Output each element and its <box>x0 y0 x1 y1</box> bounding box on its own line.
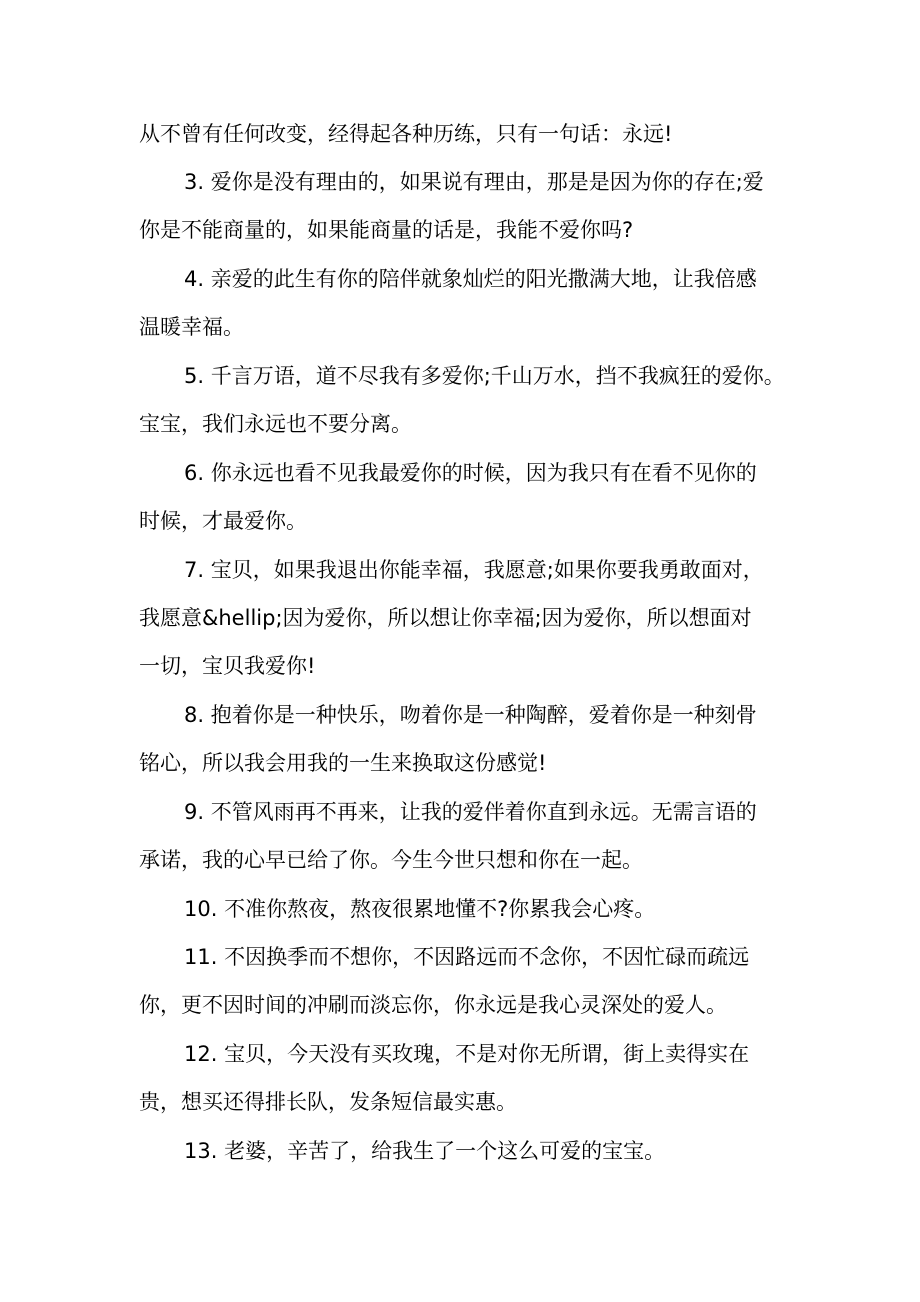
text-line: 宝宝，我们永远也不要分离。 <box>139 412 412 436</box>
text-line: 7. 宝贝，如果我退出你能幸福，我愿意;如果你要我勇敢面对， <box>184 558 764 582</box>
text-line: 一切，宝贝我爱你! <box>139 654 316 678</box>
text-line: 铭心，所以我会用我的一生来换取这份感觉! <box>139 751 547 775</box>
text-line: 11. 不因换季而不想你，不因路远而不念你，不因忙碌而疏远 <box>184 945 750 969</box>
text-line: 9. 不管风雨再不再来，让我的爱伴着你直到永远。无需言语的 <box>184 800 757 824</box>
text-line: 13. 老婆，辛苦了，给我生了一个这么可爱的宝宝。 <box>184 1139 666 1163</box>
text-line: 3. 爱你是没有理由的，如果说有理由，那是是因为你的存在;爱 <box>184 170 764 194</box>
text-line: 12. 宝贝，今天没有买玫瑰，不是对你无所谓，街上卖得实在 <box>184 1042 750 1066</box>
text-line: 我愿意&hellip;因为爱你，所以想让你幸福;因为爱你，所以想面对 <box>139 606 752 630</box>
text-line: 10. 不准你熬夜，熬夜很累地懂不?你累我会心疼。 <box>184 897 656 921</box>
text-line: 8. 抱着你是一种快乐，吻着你是一种陶醉，爱着你是一种刻骨 <box>184 703 757 727</box>
text-line: 从不曾有任何改变，经得起各种历练，只有一句话：永远! <box>139 122 673 146</box>
text-line: 5. 千言万语，道不尽我有多爱你;千山万水，挡不我疯狂的爱你。 <box>184 364 785 388</box>
text-line: 承诺，我的心早已给了你。今生今世只想和你在一起。 <box>139 848 643 872</box>
text-line: 温暖幸福。 <box>139 315 244 339</box>
text-line: 你，更不因时间的冲刷而淡忘你，你永远是我心灵深处的爱人。 <box>139 993 727 1017</box>
text-line: 你是不能商量的，如果能商量的话是，我能不爱你吗? <box>139 218 634 242</box>
text-line: 6. 你永远也看不见我最爱你的时候，因为我只有在看不见你的 <box>184 461 757 485</box>
text-line: 贵，想买还得排长队，发条短信最实惠。 <box>139 1090 517 1114</box>
text-line: 4. 亲爱的此生有你的陪伴就象灿烂的阳光撒满大地，让我倍感 <box>184 267 757 291</box>
text-line: 时候，才最爱你。 <box>139 509 307 533</box>
